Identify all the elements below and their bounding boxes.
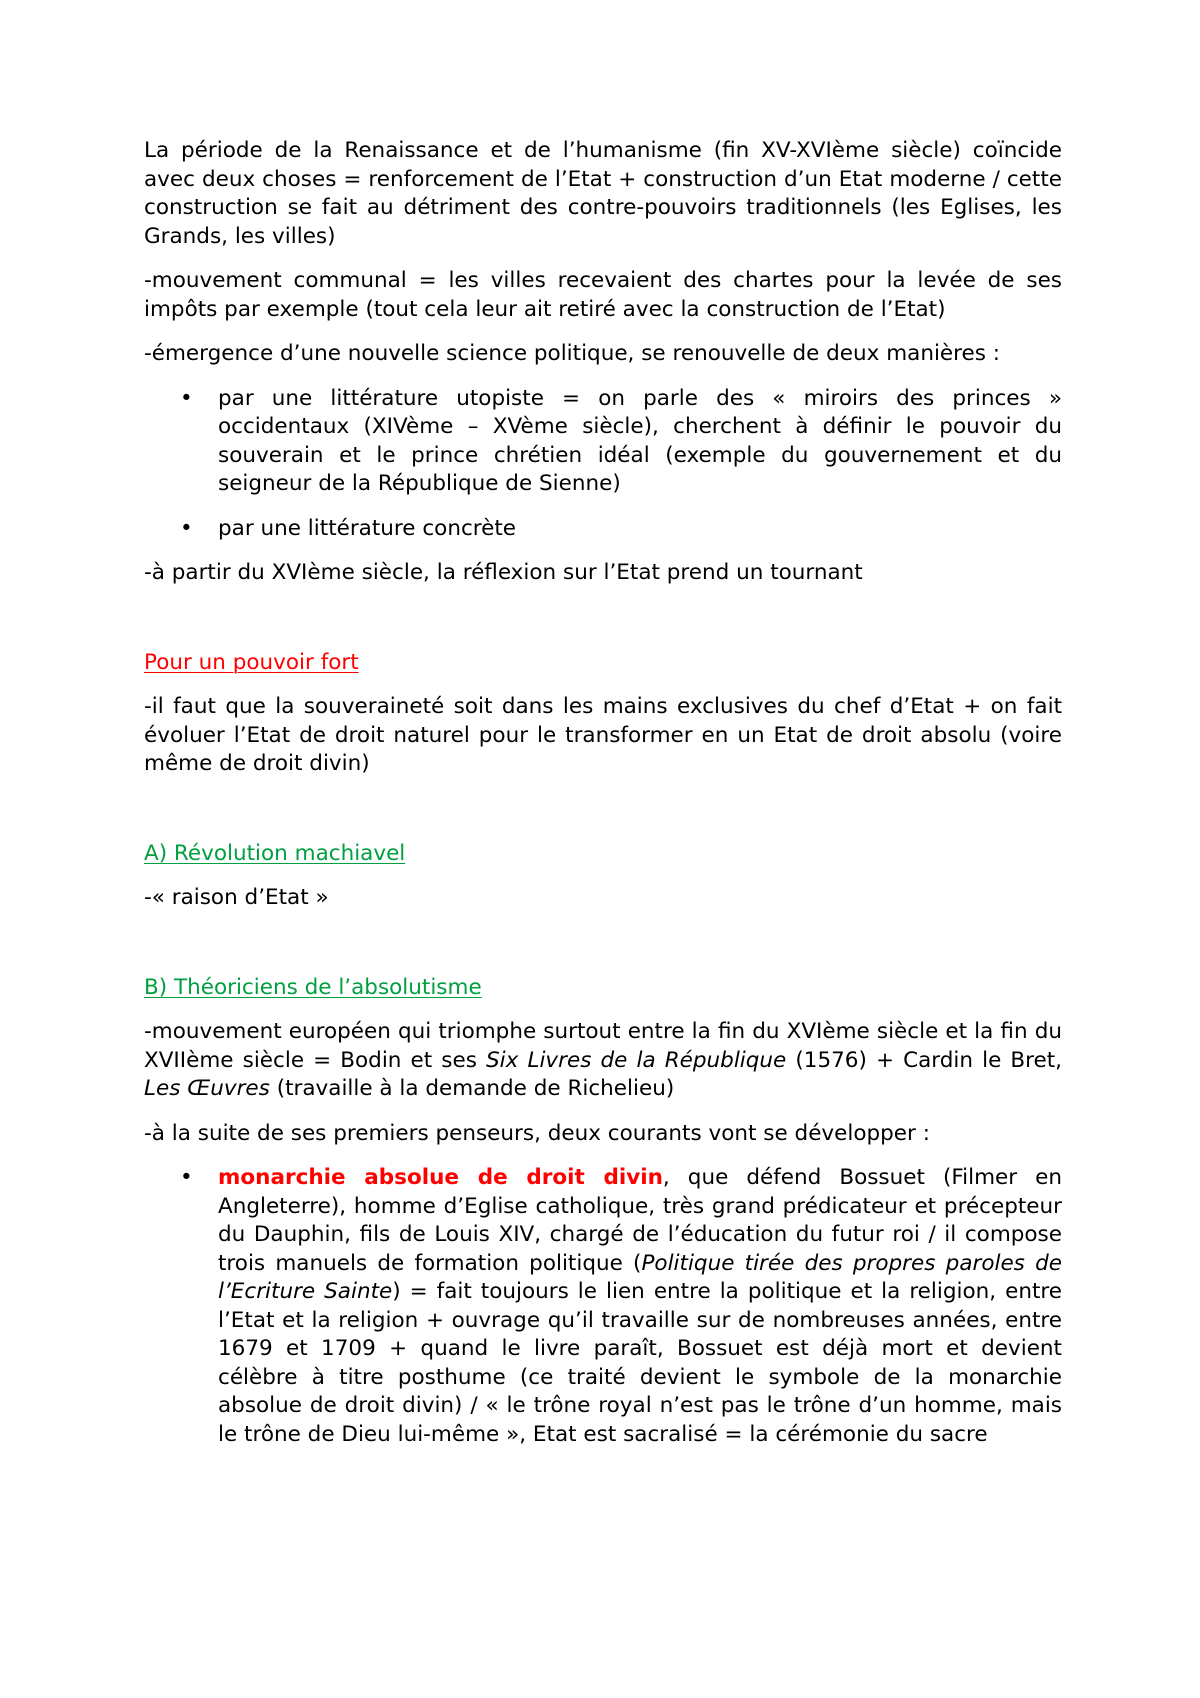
term-monarchie-absolue: monarchie absolue de droit divin	[218, 1165, 663, 1190]
absolutism-paragraph	[144, 1018, 1062, 1104]
absolutism-text-3: (travaille à la demande de Richelieu)	[269, 1076, 675, 1101]
work-title-oeuvres: Les Œuvres	[144, 1076, 270, 1101]
bullet-icon: •	[180, 1165, 193, 1190]
turning-paragraph: -à partir du XVIème siècle, la réflexion sur l’Etat prend un tournant	[144, 560, 863, 585]
currents-paragraph: -à la suite de ses premiers penseurs, deux courants vont se développer :	[144, 1120, 930, 1146]
heading-pouvoir-fort: Pour un pouvoir fort	[144, 649, 359, 675]
heading-section-a: A) Révolution machiavel	[144, 840, 406, 866]
list-item-text	[218, 1165, 1062, 1447]
strong-power-paragraph: -il faut que la souveraineté soit dans les mains exclusives du chef d’Etat + on fait évoluer l’Etat de droit naturel pour le transformer en un Etat de droit absolu (voire même de droit divin)	[144, 694, 1062, 776]
bossuet-text-2: ) = fait toujours le lien entre la politique et la religion, entre l’Etat et la religion + ouvrage qu’il travaille sur de nombreuses années, entre 1679 et 1709 + quand le livre paraît, Bossuet est déjà mort et devient célèbre à titre posthume (ce traité devient le symbole de la monarchie absolue de droit divin) / « le trône royal n’est pas le trône d’un homme, mais le trône de Dieu lui-même », Etat est sacralisé = la cérémonie du sacre	[218, 1279, 1062, 1447]
bullet-icon: •	[180, 385, 193, 411]
science-list	[144, 385, 1062, 544]
communal-paragraph: -mouvement communal = les villes recevaient des chartes pour la levée de ses impôts par exemple (tout cela leur ait retiré avec la construction de l’Etat)	[144, 268, 1062, 322]
list-item	[144, 1164, 1062, 1449]
absolutism-text-2: (1576) + Cardin le Bret,	[786, 1047, 1063, 1073]
list-item	[144, 385, 1062, 499]
heading-section-b: B) Théoriciens de l’absolutisme	[144, 974, 482, 1000]
science-paragraph: -émergence d’une nouvelle science politique, se renouvelle de deux manières :	[144, 341, 1001, 366]
absolutism-text-1: -mouvement européen qui triomphe surtout entre la fin du XVIème siècle et la fin du XVIIème siècle = Bodin et ses	[144, 1019, 1062, 1073]
intro-paragraph: La période de la Renaissance et de l’humanisme (fin XV-XVIème siècle) coïncide avec deux choses = renforcement de l’Etat + construction d’un Etat moderne / cette construction se fait au détriment des contre-pouvoirs traditionnels (les Eglises, les Grands, les villes)	[144, 138, 1062, 249]
list-item	[144, 515, 1062, 544]
bullet-icon: •	[180, 515, 193, 541]
bossuet-text-1: , que défend Bossuet (Filmer en Angleterre), homme d’Eglise catholique, très grand prédicateur et précepteur du Dauphin, fils de Louis XIV, chargé de l’éducation du futur roi / il compose trois manuels de formation politique (	[218, 1165, 1062, 1276]
spacer	[144, 795, 1062, 840]
work-title-politique: Politique tirée des propres paroles de l’Ecriture Sainte	[218, 1250, 1062, 1304]
raison-paragraph: -« raison d’Etat »	[144, 885, 329, 910]
spacer	[144, 929, 1062, 974]
work-title-six-livres: Six Livres de la République	[486, 1047, 787, 1073]
document-page	[144, 137, 1062, 1465]
currents-list	[144, 1164, 1062, 1449]
list-item-text: par une littérature concrète	[218, 515, 517, 541]
spacer	[144, 604, 1062, 649]
list-item-text: par une littérature utopiste = on parle des « miroirs des princes » occidentaux (XIVème – XVème siècle), cherchent à définir le pouvoir du souverain et le prince chrétien idéal (exemple du gouvernement et du seigneur de la République de Sienne)	[218, 385, 1062, 496]
